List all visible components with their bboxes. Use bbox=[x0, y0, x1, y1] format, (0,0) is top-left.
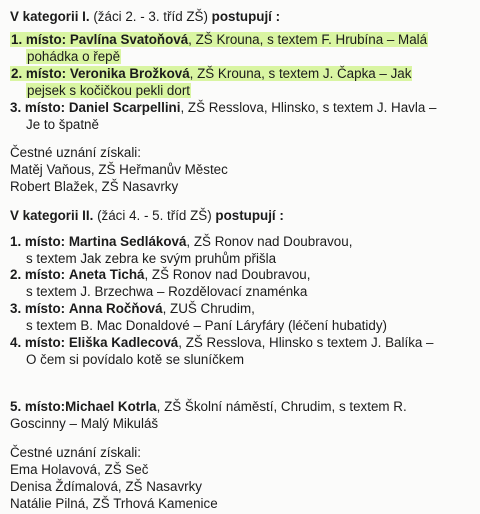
k2-place-3-line2: s textem B. Mac Donaldové – Paní Láryfáry (léčení hubatidy) bbox=[26, 318, 387, 333]
k1-place-3-line2 bbox=[26, 116, 99, 133]
k2-honor-3: Natálie Pilná, ZŠ Trhová Kamenice bbox=[10, 496, 218, 511]
k2-honor-title: Čestné uznání získali: bbox=[10, 445, 141, 460]
contestant-name: Pavlína Svatoňová bbox=[69, 32, 189, 47]
k1-honor-title: Čestné uznání získali: bbox=[10, 145, 141, 160]
place-label: místo: bbox=[24, 335, 66, 350]
place-label: místo: bbox=[24, 399, 66, 414]
k1-place-2-line2 bbox=[26, 82, 191, 99]
contestant-name: Anna Ročňová bbox=[68, 301, 163, 316]
place-number: 3. bbox=[10, 301, 22, 316]
k1-honor-1: Matěj Vaňous, ZŠ Heřmanův Městec bbox=[10, 162, 228, 177]
k2-honor-1: Ema Holavová, ZŠ Seč bbox=[10, 462, 149, 477]
k2-place-1-line2: s textem Jak zebra ke svým pruhům přišla bbox=[26, 251, 277, 266]
k2-place-3-line1 bbox=[10, 300, 255, 317]
k2-honor-2: Denisa Ždímalová, ZŠ Nasavrky bbox=[10, 479, 202, 494]
k2-place-4-line1 bbox=[10, 334, 434, 351]
highlight-mark bbox=[10, 32, 428, 47]
contestant-name: Aneta Tichá bbox=[68, 267, 145, 282]
school-text: , ZUŠ Chrudim, bbox=[162, 301, 255, 316]
k2-place-2-line2: s textem J. Brzechwa – Rozdělovací znaménka bbox=[26, 284, 308, 299]
text-title: pohádka o řepě bbox=[27, 49, 121, 64]
contestant-name: Eliška Kadlecová bbox=[68, 335, 179, 350]
k2-place-5-line1 bbox=[10, 398, 407, 415]
k1-place-2-line1 bbox=[10, 65, 412, 82]
k2-place-2-line1 bbox=[10, 266, 310, 283]
k2-place-1-line1 bbox=[10, 233, 352, 250]
place-number: 1. bbox=[11, 32, 23, 47]
k2-place-4-line2: O čem si povídalo kotě se sluníčkem bbox=[26, 352, 245, 367]
place-label: místo: bbox=[25, 32, 67, 47]
school-text: , ZŠ Krouna, s textem F. Hrubína – Malá bbox=[188, 32, 428, 47]
place-number: 1. bbox=[10, 234, 22, 249]
school-text: , ZŠ Školní náměstí, Chrudim, s textem R. bbox=[156, 399, 407, 414]
contestant-name: Michael Kotrla bbox=[65, 399, 157, 414]
text-title: Je to špatně bbox=[26, 117, 99, 132]
place-number: 2. bbox=[10, 267, 22, 282]
category-1-heading bbox=[10, 8, 280, 25]
category-2-label: V kategorii II. bbox=[10, 208, 94, 223]
contestant-name: Daniel Scarpellini bbox=[68, 100, 181, 115]
place-number: 5. bbox=[10, 399, 22, 414]
category-2-heading bbox=[10, 207, 284, 224]
place-label: místo: bbox=[24, 234, 66, 249]
k1-place-1-line1 bbox=[10, 31, 428, 48]
highlight-mark bbox=[26, 83, 191, 98]
school-text: , ZŠ Resslova, Hlinsko s textem J. Balíka – bbox=[178, 335, 434, 350]
place-label: místo: bbox=[24, 100, 66, 115]
place-number: 2. bbox=[11, 66, 23, 81]
category-2-grades: (žáci 4. - 5. tříd ZŠ) bbox=[93, 208, 216, 223]
place-label: místo: bbox=[24, 267, 66, 282]
k1-honor-2: Robert Blažek, ZŠ Nasavrky bbox=[10, 179, 179, 194]
category-2-advance: postupují : bbox=[215, 208, 284, 223]
category-1-advance: postupují : bbox=[211, 9, 281, 24]
category-1-label: V kategorii I. bbox=[10, 9, 90, 24]
highlight-mark bbox=[26, 49, 121, 64]
place-label: místo: bbox=[25, 66, 67, 81]
k2-place-5-line2: Goscinny – Malý Mikuláš bbox=[10, 416, 159, 431]
school-text: , ZŠ Resslova, Hlinsko, s textem J. Havla – bbox=[180, 100, 437, 115]
school-text: , ZŠ Krouna, s textem J. Čapka – Jak bbox=[189, 66, 412, 81]
k1-place-3-line1 bbox=[10, 99, 436, 116]
k1-place-1-line2 bbox=[26, 48, 121, 65]
contestant-name: Martina Sedláková bbox=[68, 234, 187, 249]
school-text: , ZŠ Ronov nad Doubravou, bbox=[186, 234, 353, 249]
category-1-grades: (žáci 2. - 3. tříd ZŠ) bbox=[89, 9, 212, 24]
school-text: , ZŠ Ronov nad Doubravou, bbox=[144, 267, 311, 282]
contestant-name: Veronika Brožková bbox=[69, 66, 190, 81]
place-number: 4. bbox=[10, 335, 22, 350]
highlight-mark bbox=[10, 66, 412, 81]
place-number: 3. bbox=[10, 100, 22, 115]
text-title: pejsek s kočičkou pekli dort bbox=[27, 83, 190, 98]
place-label: místo: bbox=[24, 301, 66, 316]
